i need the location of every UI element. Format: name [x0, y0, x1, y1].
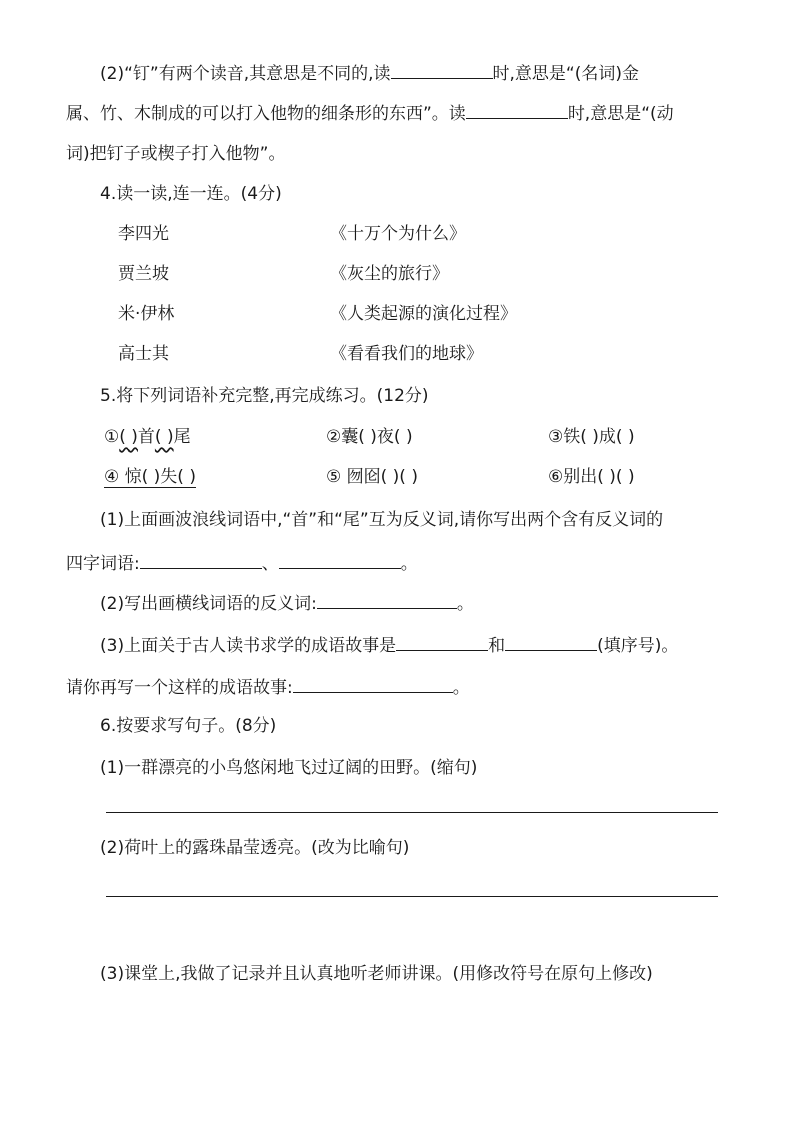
idiom-4[interactable] [104, 465, 196, 489]
book-item[interactable]: 《十万个为什么》 [330, 224, 466, 244]
q6-sub1: (1)一群漂亮的小鸟悠闲地飞过辽阔的田野。(缩句) [100, 758, 478, 778]
q5-sub1-line-2 [66, 550, 418, 576]
idiom-3[interactable]: ③铁( )成( ) [548, 427, 635, 447]
answer-blank[interactable] [279, 550, 401, 569]
answer-blank[interactable] [466, 100, 568, 119]
q5-sub3-text: 请你再写一个这样的成语故事: [66, 678, 293, 698]
q3-2-text: (2)“钉”有两个读音,其意思是不同的,读 [100, 64, 391, 84]
book-item[interactable]: 《灰尘的旅行》 [330, 264, 449, 284]
q3-2-line-1 [100, 60, 639, 86]
book-item[interactable]: 《看看我们的地球》 [330, 344, 483, 364]
answer-blank[interactable] [317, 590, 457, 609]
period: 。 [452, 678, 470, 698]
idiom-1 [104, 425, 191, 449]
author-item[interactable]: 高士其 [118, 344, 169, 364]
q5-sub3-line-2 [66, 674, 470, 700]
q3-2-line-2 [66, 100, 674, 126]
q5-sub3-text: (填序号)。 [597, 636, 679, 656]
q5-title: 5.将下列词语补充完整,再完成练习。(12分) [100, 386, 429, 406]
q5-sub3-text: (3)上面关于古人读书求学的成语故事是 [100, 636, 397, 656]
q3-2-line-3: 词)把钉子或楔子打入他物”。 [66, 144, 286, 164]
wavy-underlined-blank[interactable]: ( ) [154, 427, 174, 447]
q6-sub3: (3)课堂上,我做了记录并且认真地听老师讲课。(用修改符号在原句上修改) [100, 964, 653, 984]
q5-sub3-line-1 [100, 632, 678, 658]
author-item[interactable]: 米·伊林 [118, 304, 175, 324]
idiom-6[interactable]: ⑥别出( )( ) [548, 467, 635, 487]
period: 。 [456, 594, 474, 614]
answer-blank[interactable] [391, 60, 493, 79]
answer-blank[interactable] [396, 632, 488, 651]
idiom-2[interactable]: ②囊( )夜( ) [326, 427, 413, 447]
idiom-char: 尾 [173, 427, 191, 447]
answer-blank[interactable] [505, 632, 597, 651]
q4-title: 4.读一读,连一连。(4分) [100, 184, 282, 204]
answer-line[interactable] [106, 812, 718, 813]
q3-2-text: 时,意思是“(动 [567, 104, 674, 124]
straight-underlined-idiom[interactable]: ④ 惊( )失( ) [104, 467, 196, 487]
answer-blank[interactable] [293, 674, 453, 693]
idiom-5[interactable]: ⑤ 囫囵( )( ) [326, 467, 418, 487]
q5-sub1-line-1: (1)上面画波浪线词语中,“首”和“尾”互为反义词,请你写出两个含有反义词的 [100, 510, 664, 530]
idiom-number: ① [104, 427, 120, 447]
separator: 、 [261, 554, 279, 574]
author-item[interactable]: 贾兰坡 [118, 264, 169, 284]
answer-line[interactable] [106, 896, 718, 897]
period: 。 [400, 554, 418, 574]
q6-sub2: (2)荷叶上的露珠晶莹透亮。(改为比喻句) [100, 838, 410, 858]
q5-sub2-text: (2)写出画横线词语的反义词: [100, 594, 317, 614]
q5-sub3-text: 和 [488, 636, 506, 656]
q6-title: 6.按要求写句子。(8分) [100, 716, 277, 736]
author-item[interactable]: 李四光 [118, 224, 169, 244]
idiom-char: 首 [137, 427, 155, 447]
q5-sub1-text: 四字词语: [66, 554, 140, 574]
q3-2-text: 属、竹、木制成的可以打入他物的细条形的东西”。读 [66, 104, 466, 124]
q5-sub2 [100, 590, 474, 616]
answer-blank[interactable] [140, 550, 262, 569]
wavy-underlined-blank[interactable]: ( ) [119, 427, 138, 447]
book-item[interactable]: 《人类起源的演化过程》 [330, 304, 517, 324]
q3-2-text: 时,意思是“(名词)金 [492, 64, 639, 84]
